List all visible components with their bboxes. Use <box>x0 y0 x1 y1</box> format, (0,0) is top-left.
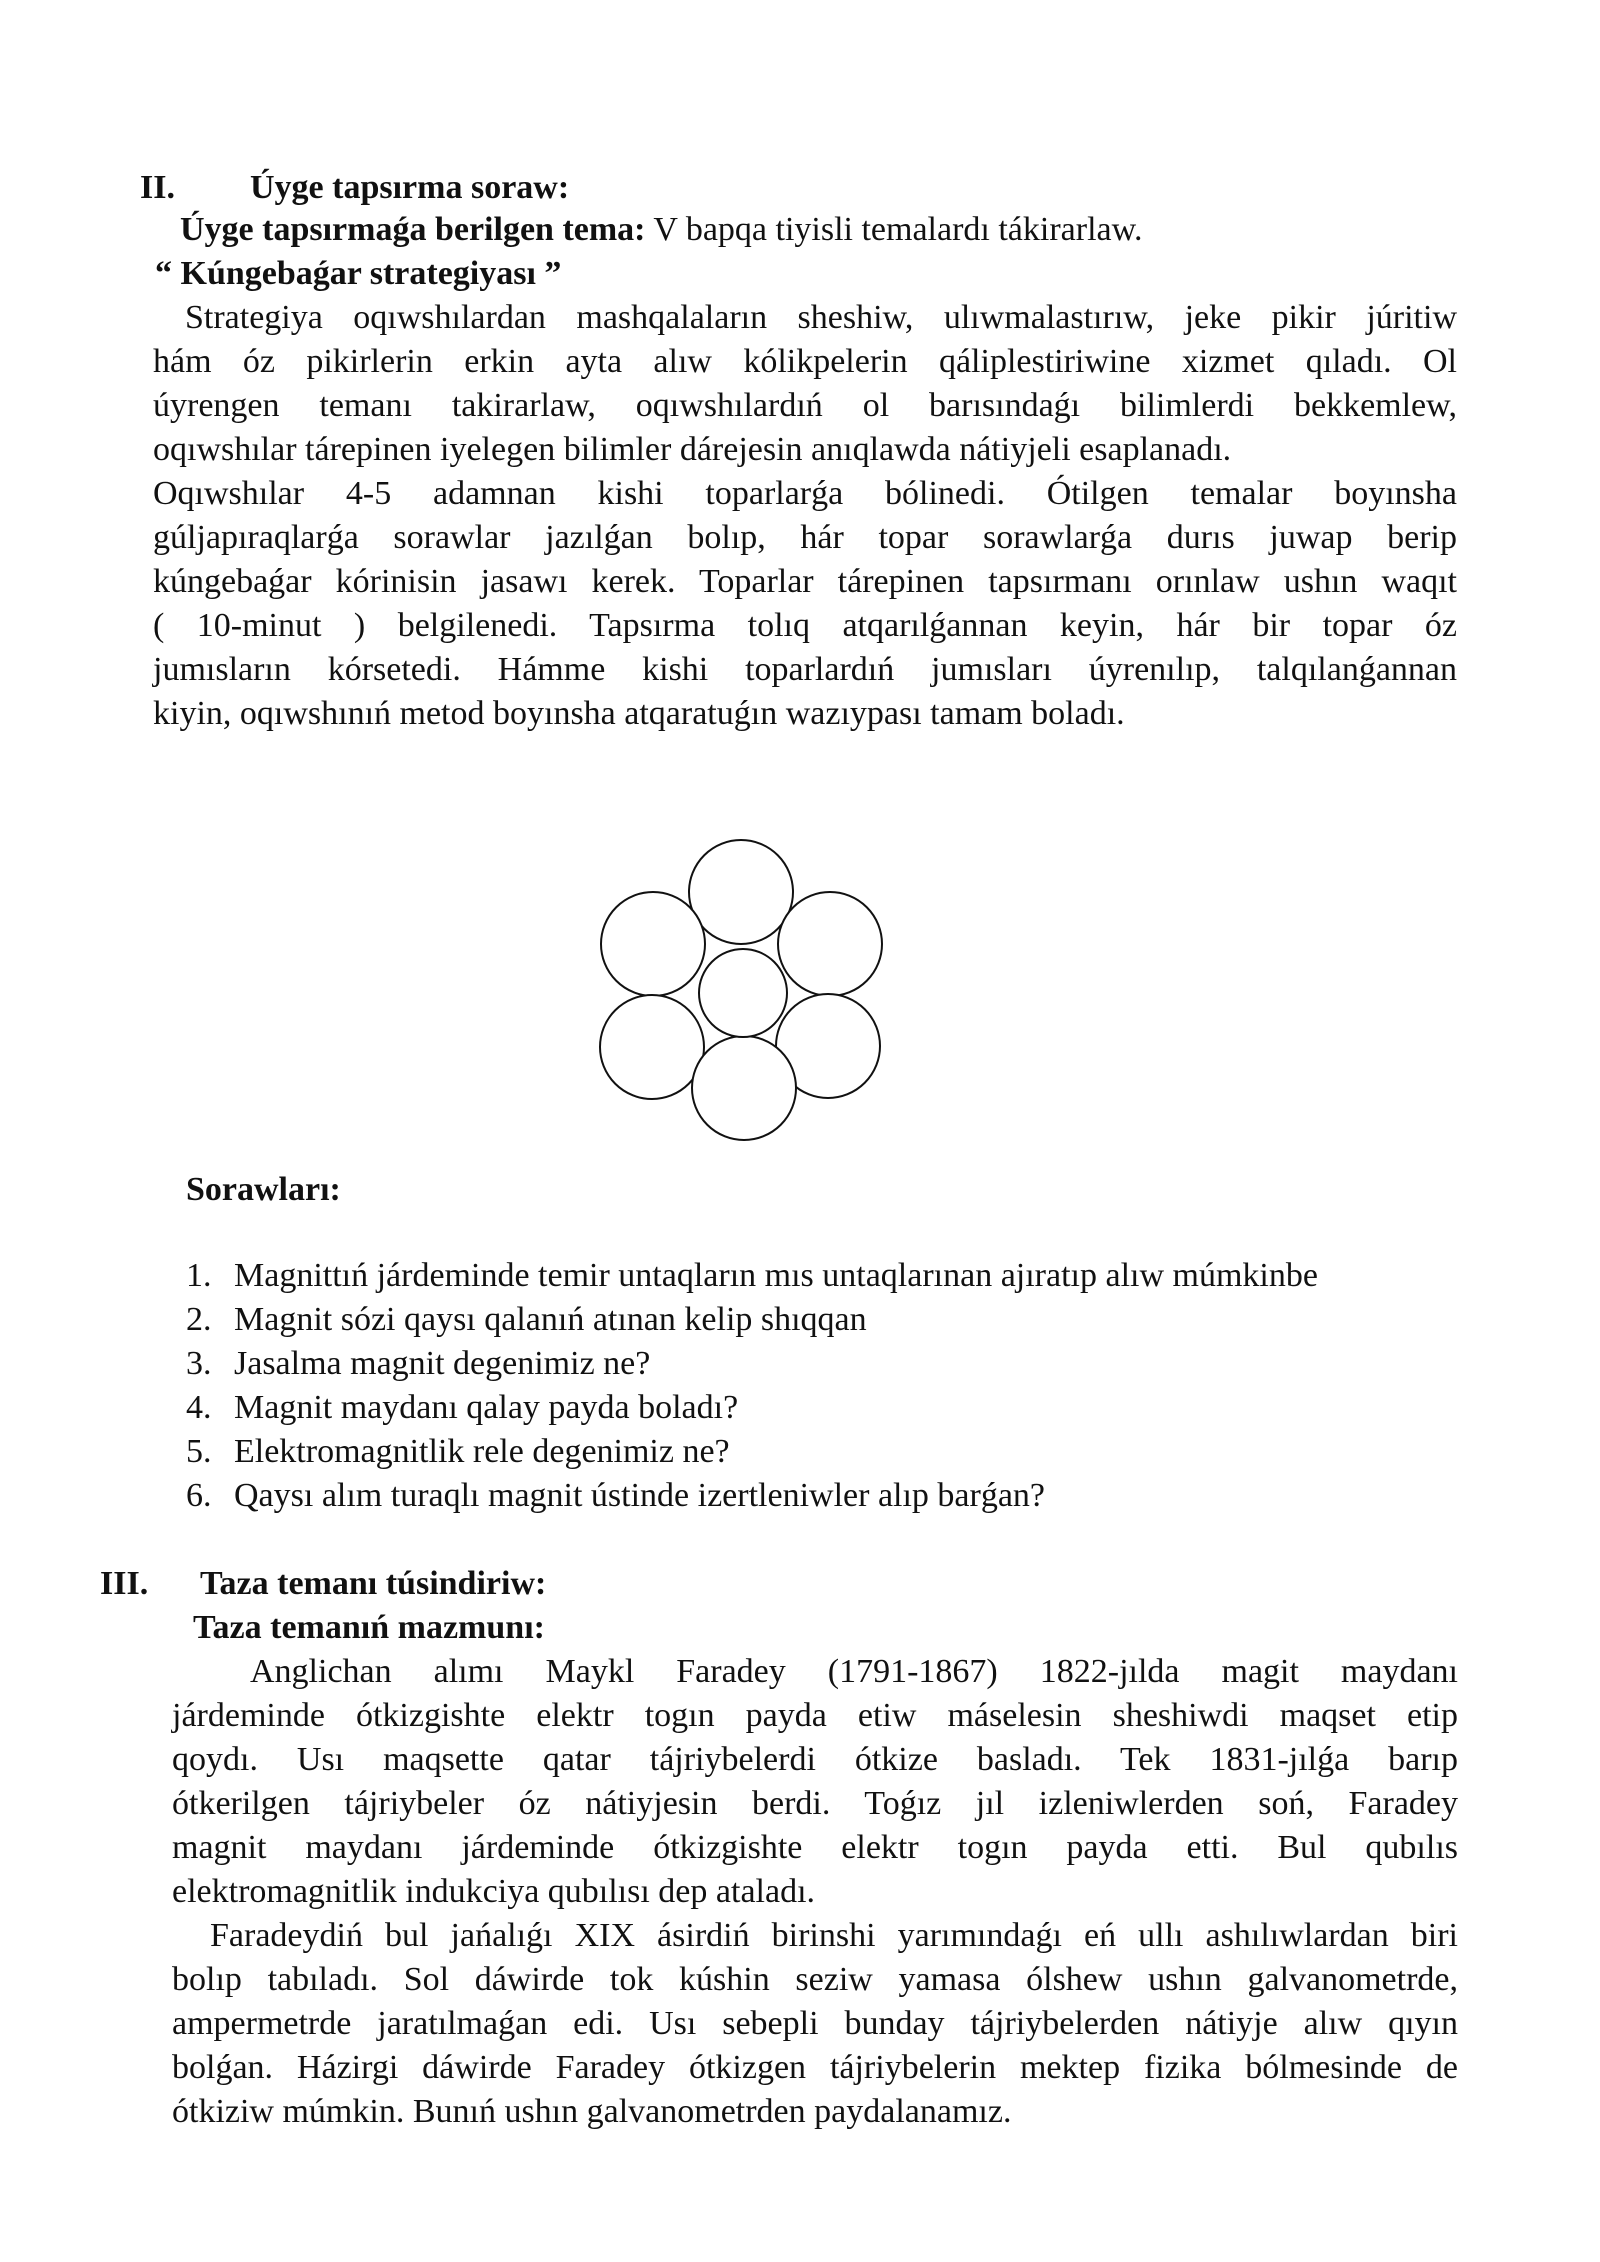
strategy-title: “ Kúngebaǵar strategiyası ” <box>155 255 562 292</box>
section-2-heading: Úyge tapsırma soraw: <box>250 169 570 206</box>
petal-circle-lower-left <box>600 995 704 1099</box>
paragraph-line: járdeminde ótkizgishte elektr togın payda etiw máselesin sheshiwdi maqset etip <box>172 1697 1458 1734</box>
homework-topic-value: V bapqa tiyisli temalardı tákirarlaw. <box>645 211 1143 248</box>
paragraph-line: gúljapıraqlarǵa sorawlar jazılǵan bolıp, hár topar sorawlarǵa durıs juwap berip <box>153 519 1457 556</box>
question-text: Magnit sózi qaysı qalanıń atınan kelip shıqqan <box>234 1301 867 1338</box>
question-number: 1. <box>186 1257 212 1294</box>
paragraph-line: Faradeydiń bul jańalıǵı XIX ásirdiń birinshi yarımındaǵı eń ullı ashılıwlardan biri <box>210 1917 1458 1954</box>
list-item <box>186 1430 730 1474</box>
paragraph-line: kiyin, oqıwshınıń metod boyınsha atqaratuǵın wazıypası tamam boladı. <box>153 695 1125 732</box>
paragraph-line: ( 10-minut ) belgilenedi. Tapsırma tolıq atqarılǵannan keyin, hár bir topar óz <box>153 607 1457 644</box>
question-text: Magnittıń járdeminde temir untaqların mıs untaqlarınan ajıratıp alıw múmkinbe <box>234 1257 1318 1294</box>
list-item <box>186 1386 739 1430</box>
paragraph-line: úyrengen temanı takirarlaw, oqıwshılardıń ol barısındaǵı bilimlerdi bekkemlew, <box>153 387 1457 424</box>
question-text: Jasalma magnit degenimiz ne? <box>234 1345 651 1382</box>
question-text: Magnit maydanı qalay payda boladı? <box>234 1389 739 1426</box>
question-text: Qaysı alım turaqlı magnit ústinde izertleniwler alıp barǵan? <box>234 1477 1046 1514</box>
petal-circle-top <box>689 840 793 944</box>
question-number: 3. <box>186 1345 212 1382</box>
petal-circle-upper-right <box>778 892 882 996</box>
paragraph-line: ótkerilgen tájriybeler óz nátiyjesin berdi. Toǵız jıl izleniwlerden soń, Faradey <box>172 1785 1458 1822</box>
paragraph-line: ampermetrde jaratılmaǵan edi. Usı sebepli bunday tájriybelerden nátiyje alıw qıyın <box>172 2005 1458 2042</box>
list-item <box>186 1474 1046 1518</box>
paragraph-line: elektromagnitlik indukciya qubılısı dep ataladı. <box>172 1873 816 1910</box>
paragraph-line: ótkiziw múmkin. Bunıń ushın galvanometrden paydalanamız. <box>172 2093 1012 2130</box>
paragraph-line: Strategiya oqıwshılardan mashqalaların sheshiw, ulıwmalastırıw, jeke pikir júritiw <box>185 299 1457 336</box>
petal-circle-upper-left <box>601 892 705 996</box>
list-item <box>186 1254 1318 1298</box>
paragraph-line: oqıwshılar tárepinen iyelegen bilimler dárejesin anıqlawda nátiyjeli esaplanadı. <box>153 431 1232 468</box>
paragraph-line: bolıp tabıladı. Sol dáwirde tok kúshin seziw yamasa ólshew ushın galvanometrde, <box>172 1961 1458 1998</box>
questions-heading: Sorawları: <box>186 1171 341 1208</box>
question-number: 2. <box>186 1301 212 1338</box>
paragraph-line: Oqıwshılar 4-5 adamnan kishi toparlarǵa bólinedi. Ótilgen temalar boyınsha <box>153 475 1457 512</box>
list-item <box>186 1298 867 1342</box>
section-2-numeral: II. <box>140 169 175 206</box>
section-3-heading: Taza temanı túsindiriw: <box>200 1565 547 1602</box>
paragraph-line: kúngebaǵar kórinisin jasawı kerek. Toparlar tárepinen tapsırmanı orınlaw ushın waqıt <box>153 563 1457 600</box>
homework-topic-label: Úyge tapsırmaǵa berilgen tema: <box>180 211 646 248</box>
paragraph-line: jumısların kórsetedi. Hámme kishi toparlardıń jumısları úyrenılıp, talqılanǵannan <box>153 651 1457 688</box>
question-number: 6. <box>186 1477 212 1514</box>
section-3-subheading: Taza temanıń mazmunı: <box>193 1609 545 1646</box>
paragraph-line: Anglichan alımı Maykl Faradey (1791-1867) 1822-jılda magit maydanı <box>250 1653 1458 1690</box>
question-number: 5. <box>186 1433 212 1470</box>
paragraph-line: qoydı. Usı maqsette qatar tájriybelerdi ótkize basladı. Tek 1831-jılǵa barıp <box>172 1741 1458 1778</box>
center-circle <box>699 949 787 1037</box>
petal-circle-lower-right <box>776 994 880 1098</box>
question-number: 4. <box>186 1389 212 1426</box>
paragraph-line: hám óz pikirlerin erkin ayta alıw kólikpelerin qáliplestiriwine xizmet qıladı. Ol <box>153 343 1457 380</box>
paragraph-line: bolǵan. Házirgi dáwirde Faradey ótkizgen tájriybelerin mektep fizika bólmesinde de <box>172 2049 1458 2086</box>
homework-topic <box>180 208 1142 252</box>
list-item <box>186 1342 651 1386</box>
question-text: Elektromagnitlik rele degenimiz ne? <box>234 1433 730 1470</box>
section-3-numeral: III. <box>100 1565 149 1602</box>
paragraph-line: magnit maydanı járdeminde ótkizgishte elektr togın payda etti. Bul qubılıs <box>172 1829 1458 1866</box>
petal-circle-bottom <box>692 1036 796 1140</box>
